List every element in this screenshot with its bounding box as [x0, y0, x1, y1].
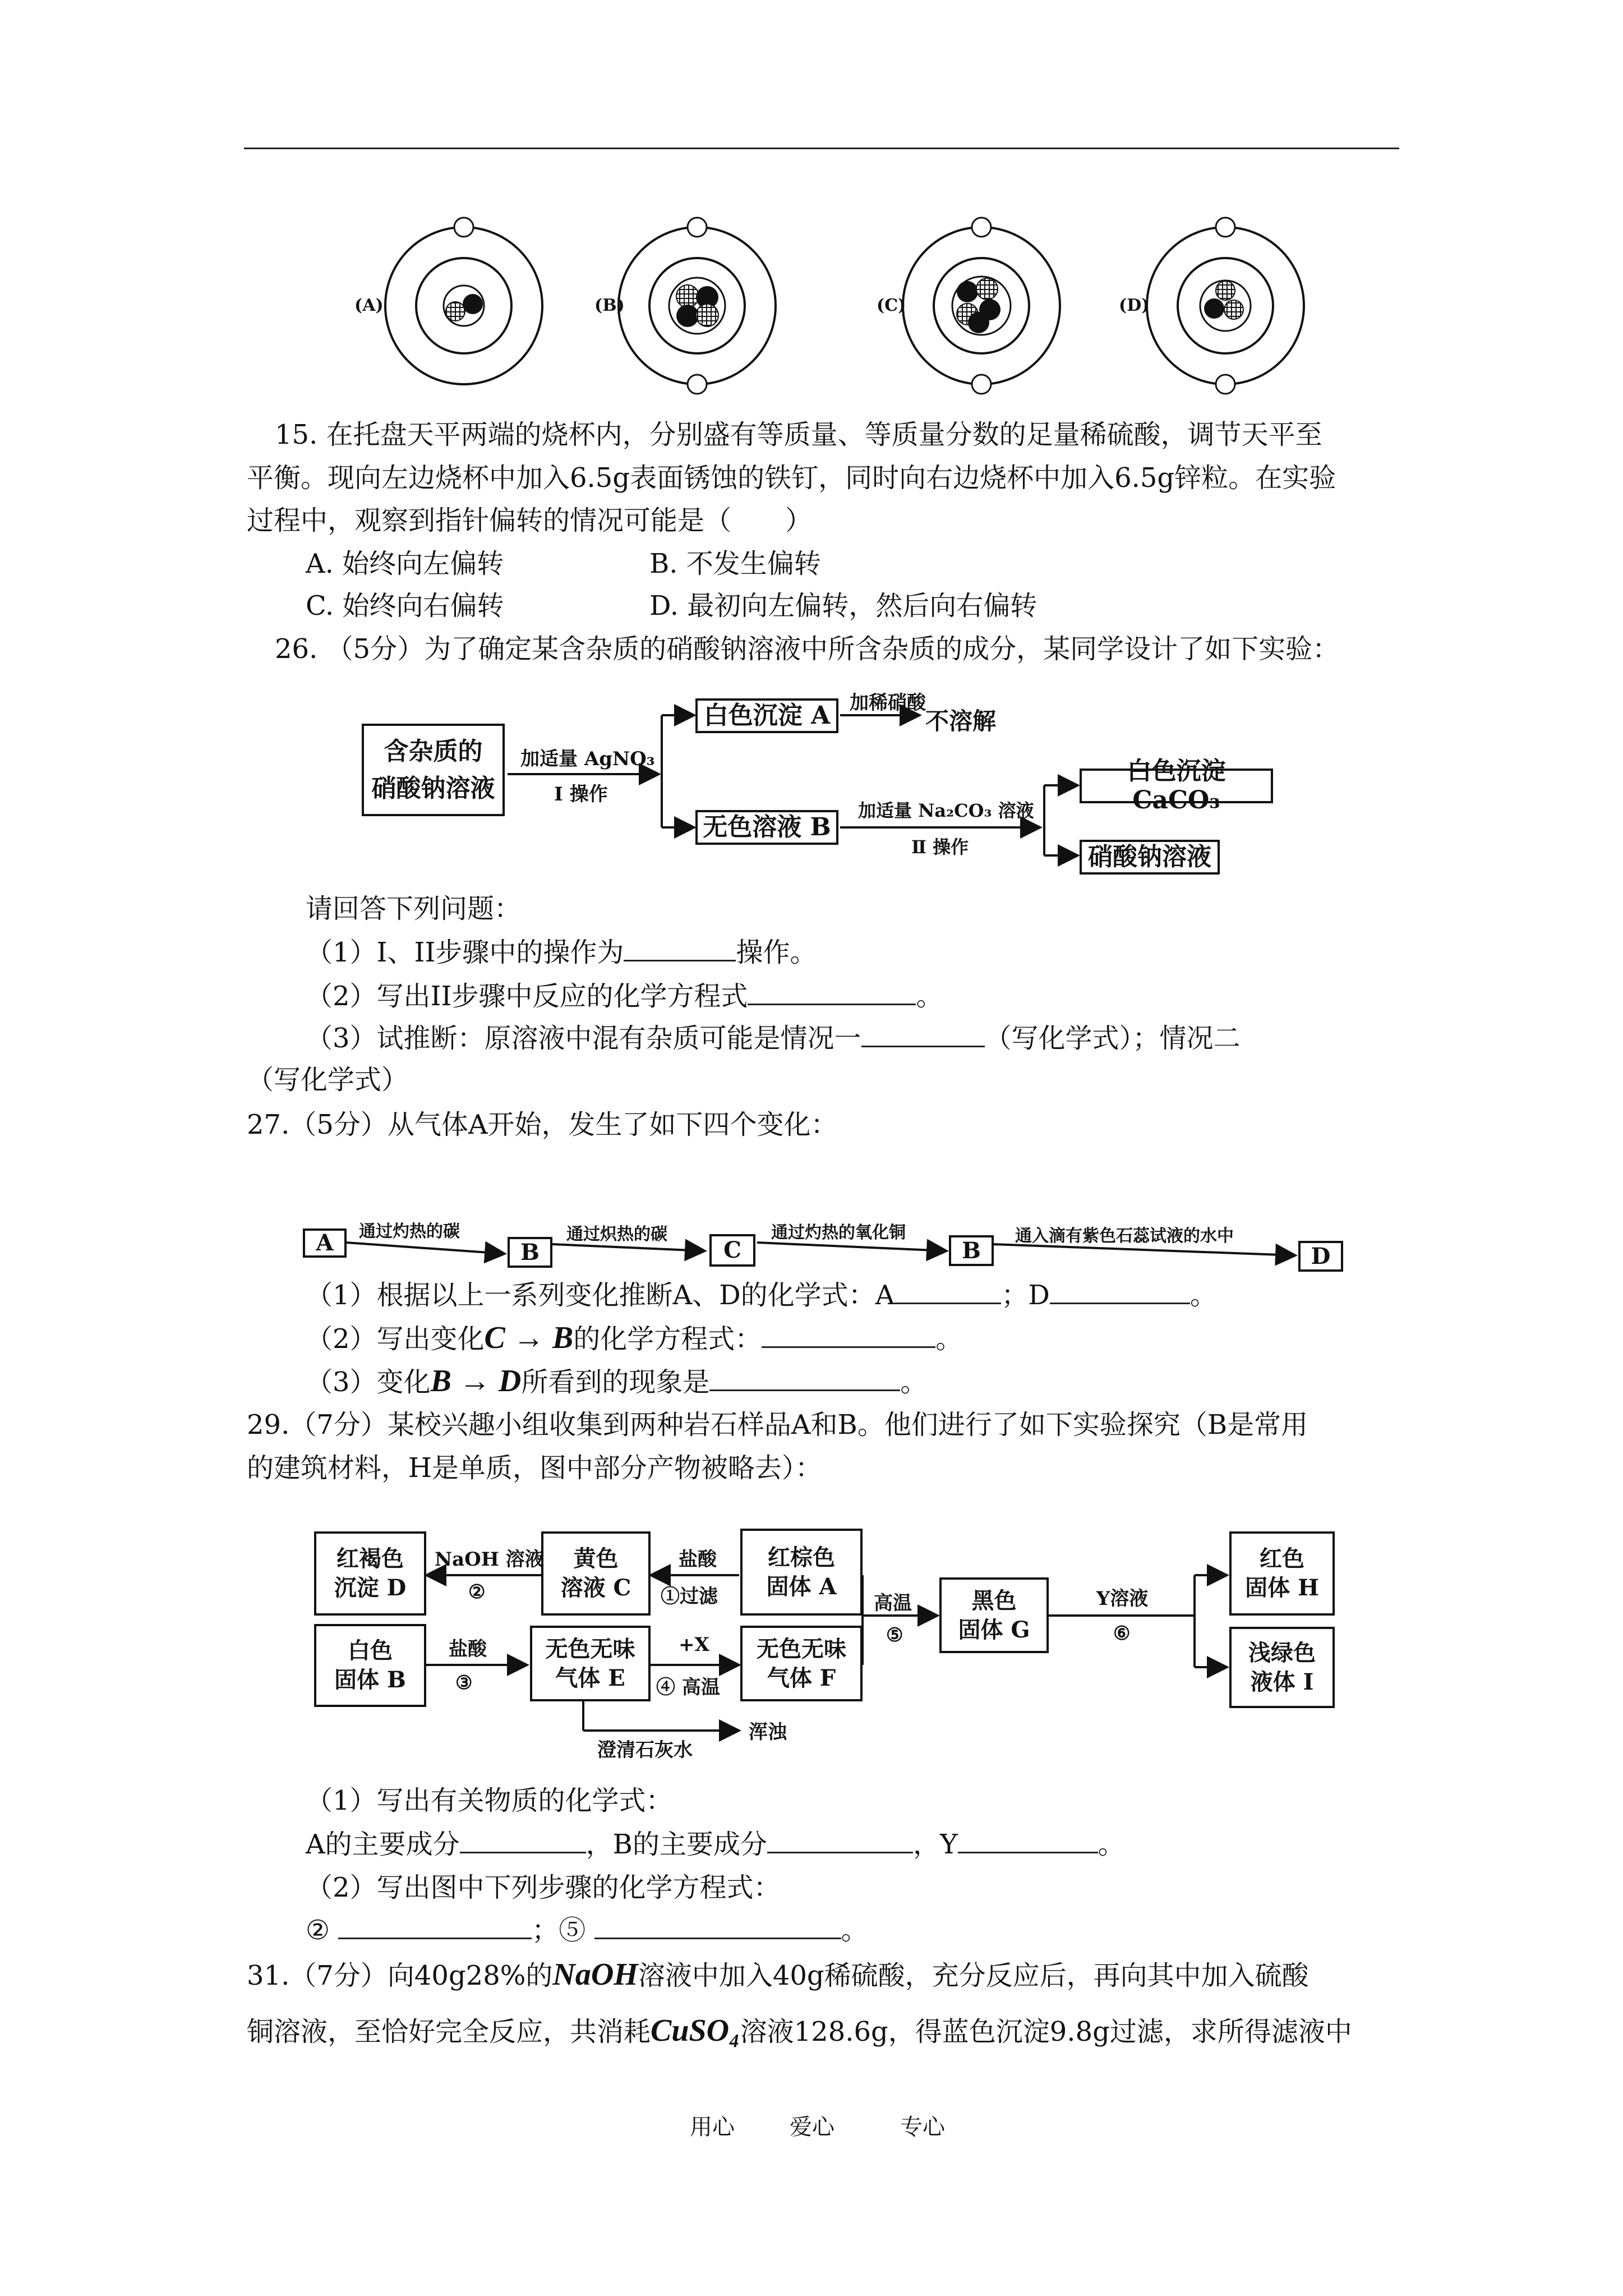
q29-arrow-5: ⑤	[886, 1624, 903, 1646]
q27-sub3-mid: 所看到的现象是	[521, 1366, 710, 1398]
q26-stem: 26. （5分）为了确定某含杂质的硝酸钠溶液中所含杂质的成分，某同学设计了如下实验：	[275, 633, 1340, 665]
q27-arrow-1: 通过灼热的碳	[359, 1222, 460, 1241]
q26-box-colorless-solution-b: 无色溶液 B	[695, 810, 838, 845]
q29-turbid: 浑浊	[749, 1721, 787, 1743]
q15-line-2: 平衡。现向左边烧杯中加入6.5g表面锈蚀的铁钉，同时向右边烧杯中加入6.5g锌粒。在实验	[247, 462, 1336, 494]
q27-sub2-mid: 的化学方程式：	[573, 1323, 762, 1355]
q27-sub2-blank[interactable]	[762, 1322, 935, 1348]
q27-sub1-mid: ；D	[1001, 1280, 1050, 1311]
q29-arrow-hcl-1: 盐酸	[679, 1548, 717, 1571]
q26-ask: 请回答下列问题：	[306, 893, 522, 924]
q26-insoluble: 不溶解	[925, 707, 997, 735]
q27-sub2-text: （2）写出变化	[306, 1323, 485, 1355]
q27-sub3-tail: 。	[900, 1366, 928, 1398]
q29-arrow-hcl-2: 盐酸	[449, 1638, 487, 1660]
q27-sub3-expr: B → D	[430, 1364, 522, 1398]
q29-box-f-line1: 无色无味	[757, 1635, 846, 1662]
q29-box-i-line2: 液体 I	[1250, 1668, 1314, 1695]
q27-arrow-3: 通过灼热的氧化铜	[771, 1223, 906, 1243]
q29-box-d	[314, 1531, 426, 1616]
q29-box-h-line1: 红色	[1260, 1545, 1304, 1572]
q26-arrow2-top: 加适量 Na₂CO₃ 溶液	[858, 800, 1034, 821]
q27-sub1-text: （1）根据以上一系列变化推断A、D的化学式：A	[306, 1280, 895, 1311]
q29-box-i-line1: 浅绿色	[1248, 1639, 1316, 1666]
atom-diagram-b	[619, 218, 776, 394]
q29-sub2-b-text: ；⑤	[532, 1915, 586, 1946]
q26-arrow1-bottom: I 操作	[554, 783, 608, 806]
q29-box-h-line2: 固体 H	[1245, 1575, 1319, 1601]
q29-sub1-tail: 。	[1098, 1829, 1125, 1860]
q27-sub3	[306, 1364, 927, 1399]
q27-box-c: C	[709, 1234, 755, 1267]
q29-sub2: （2）写出图中下列步骤的化学方程式：	[306, 1872, 781, 1903]
q29-sub1-b-text: ，B的主要成分	[585, 1829, 767, 1860]
q27-sub1-tail: 。	[1189, 1280, 1217, 1311]
q29-box-h	[1229, 1531, 1335, 1616]
q29-line-2: 的建筑材料，H是单质，图中部分产物被略去）：	[247, 1452, 822, 1484]
q31-line-1	[247, 1958, 1309, 1993]
q29-sub1: （1）写出有关物质的化学式：	[306, 1785, 673, 1816]
q31-line2-text: 铜溶液，至恰好完全反应，共消耗	[247, 2016, 651, 2047]
q15-line-1: 15. 在托盘天平两端的烧杯内，分别盛有等质量、等质量分数的足量稀硫酸，调节天平至	[275, 419, 1322, 450]
atom-label-c: (C)	[877, 296, 906, 315]
q26-box-white-precipitate-a: 白色沉淀 A	[695, 698, 838, 733]
q29-box-g	[939, 1577, 1049, 1653]
q15-option-c: C. 始终向右偏转	[306, 590, 504, 622]
q29-arrow-1-filter: ①过滤	[661, 1585, 718, 1608]
q26-box-sodium-nitrate: 硝酸钠溶液	[1080, 840, 1220, 875]
q27-sub1-blank-d[interactable]	[1050, 1278, 1190, 1304]
q29-box-f	[740, 1626, 863, 1701]
q31-line1-text: 31.（7分）向40g28%的	[247, 1960, 553, 1991]
q27-sub2-expr: C → B	[484, 1320, 574, 1355]
q29-box-e	[530, 1626, 651, 1701]
q29-sub2-a-text: ②	[306, 1915, 330, 1946]
q29-sub2-tail: 。	[841, 1915, 868, 1946]
footer-text-2: 爱心	[790, 2114, 834, 2140]
q29-sub1-blank-a[interactable]	[460, 1827, 586, 1853]
footer-text-1: 用心	[690, 2114, 735, 2140]
q29-box-i	[1229, 1627, 1335, 1708]
q29-arrow-high-temp: 高温	[874, 1592, 912, 1614]
q26-sub1-tail: 操作。	[736, 937, 817, 968]
q29-box-a-line1: 红棕色	[768, 1544, 835, 1571]
q29-box-c-line2: 溶液 C	[560, 1575, 631, 1601]
q29-sub2-answers	[306, 1913, 868, 1947]
q27-sub3-text: （3）变化	[306, 1366, 431, 1398]
atom-diagram-a	[385, 218, 542, 384]
q27-arrow-2: 通过炽热的碳	[566, 1225, 667, 1244]
q29-box-f-line2: 气体 F	[767, 1664, 836, 1691]
q27-sub3-blank[interactable]	[709, 1365, 900, 1391]
q29-box-b-line1: 白色	[348, 1637, 393, 1664]
q29-sub1-blank-y[interactable]	[958, 1827, 1098, 1853]
q27-arrow-4: 通入滴有紫色石蕊试液的水中	[1015, 1226, 1234, 1246]
q26-sub3-blank-1[interactable]	[861, 1021, 985, 1047]
atom-diagram-c	[903, 218, 1060, 394]
atom-label-d: (D)	[1119, 296, 1150, 315]
q15-option-d: D. 最初向左偏转，然后向右偏转	[649, 590, 1038, 622]
q31-naoh: NaOH	[552, 1957, 638, 1992]
q31-line1-tail: 溶液中加入40g稀硫酸，充分反应后，再向其中加入硫酸	[638, 1960, 1309, 1991]
q26-sub3-text: （3）试推断：原溶液中混有杂质可能是情况一	[306, 1023, 861, 1054]
q27-sub1-blank-a[interactable]	[895, 1278, 1001, 1304]
q29-box-g-line1: 黑色	[971, 1587, 1017, 1614]
q15-option-a: A. 始终向左偏转	[306, 548, 504, 579]
q26-box-caco3: 白色沉淀 CaCO₃	[1080, 769, 1273, 803]
q27-sub2	[306, 1321, 962, 1356]
q29-box-g-line2: 固体 G	[958, 1616, 1030, 1643]
q31-line-2	[247, 2014, 1352, 2049]
footer-text-3: 专心	[900, 2114, 945, 2140]
q26-sub2-tail: 。	[916, 981, 943, 1012]
q26-sub1-blank[interactable]	[624, 935, 736, 961]
q29-sub1-a-text: A的主要成分	[306, 1829, 460, 1860]
q29-arrow-3: ③	[455, 1672, 473, 1694]
q27-box-b1: B	[508, 1237, 552, 1268]
q26-sub3	[306, 1021, 1241, 1055]
q27-box-b2: B	[949, 1235, 994, 1266]
q27-box-a: A	[303, 1228, 347, 1258]
q29-sub2-blank-2[interactable]	[338, 1913, 532, 1939]
q29-arrow-x: +X	[679, 1634, 709, 1656]
q29-arrow-4: ④ 高温	[656, 1676, 720, 1699]
q29-box-c	[541, 1531, 651, 1616]
q31-cuso4: CuSO₄	[651, 2013, 740, 2048]
q29-box-a-line2: 固体 A	[766, 1573, 837, 1600]
q29-box-e-line1: 无色无味	[545, 1635, 635, 1662]
q29-arrow-y: Y溶液	[1096, 1588, 1149, 1610]
q26-sub2-text: （2）写出II步骤中反应的化学方程式	[306, 981, 748, 1012]
q15-option-b: B. 不发生偏转	[649, 548, 821, 579]
q29-lime-water: 澄清石灰水	[597, 1739, 693, 1761]
q29-sub1-c-text: ，Y	[912, 1829, 958, 1860]
q29-arrow-6: ⑥	[1113, 1622, 1131, 1645]
q29-box-e-line2: 气体 E	[555, 1664, 625, 1691]
q29-box-d-line2: 沉淀 D	[334, 1575, 407, 1601]
q26-arrow1-top: 加适量 AgNO₃	[520, 748, 655, 770]
q29-box-c-line1: 黄色	[573, 1545, 619, 1572]
atom-label-b: (B)	[594, 296, 625, 315]
q26-arrow2-bottom: Ⅱ 操作	[911, 836, 969, 858]
q29-line-1: 29.（7分）某校兴趣小组收集到两种岩石样品A和B。他们进行了如下实验探究（B是常用	[247, 1409, 1308, 1441]
q29-arrow-2: ②	[468, 1581, 486, 1603]
q26-box-impure-line2: 硝酸钠溶液	[371, 774, 495, 803]
q29-box-b-line2: 固体 B	[334, 1667, 406, 1693]
q27-box-d: D	[1298, 1241, 1343, 1272]
q29-box-d-line1: 红褐色	[336, 1545, 404, 1572]
q26-sub3-cont: （写化学式）	[247, 1064, 409, 1096]
q26-box-impure-solution	[362, 724, 505, 816]
q26-arrow-acid: 加稀硝酸	[850, 692, 926, 714]
q26-sub2-blank[interactable]	[748, 979, 916, 1005]
q29-box-a	[740, 1529, 863, 1616]
q31-line2-tail: 溶液128.6g，得蓝色沉淀9.8g过滤，求所得滤液中	[740, 2016, 1352, 2047]
q29-sub1-answers	[306, 1827, 1125, 1861]
q27-sub2-tail: 。	[935, 1323, 963, 1355]
q15-line-3: 过程中，观察到指针偏转的情况可能是（ ）	[247, 505, 813, 536]
q29-arrow-naoh: NaOH 溶液	[435, 1548, 544, 1571]
q27-stem: 27.（5分）从气体A开始，发生了如下四个变化：	[247, 1109, 838, 1140]
q26-sub2	[306, 979, 943, 1013]
q26-box-impure-line1: 含杂质的	[384, 737, 483, 766]
q29-box-b	[314, 1624, 426, 1707]
q26-sub3-mid: （写化学式）；情况二	[984, 1023, 1241, 1054]
q29-sub1-blank-b[interactable]	[767, 1827, 913, 1853]
atom-diagram-d	[1147, 218, 1304, 394]
q26-sub1-text: （1）I、II步骤中的操作为	[306, 937, 624, 968]
q27-sub1	[306, 1278, 1217, 1312]
q29-sub2-blank-5[interactable]	[594, 1913, 841, 1939]
q26-sub1	[306, 935, 817, 969]
atom-label-a: (A)	[354, 296, 384, 315]
